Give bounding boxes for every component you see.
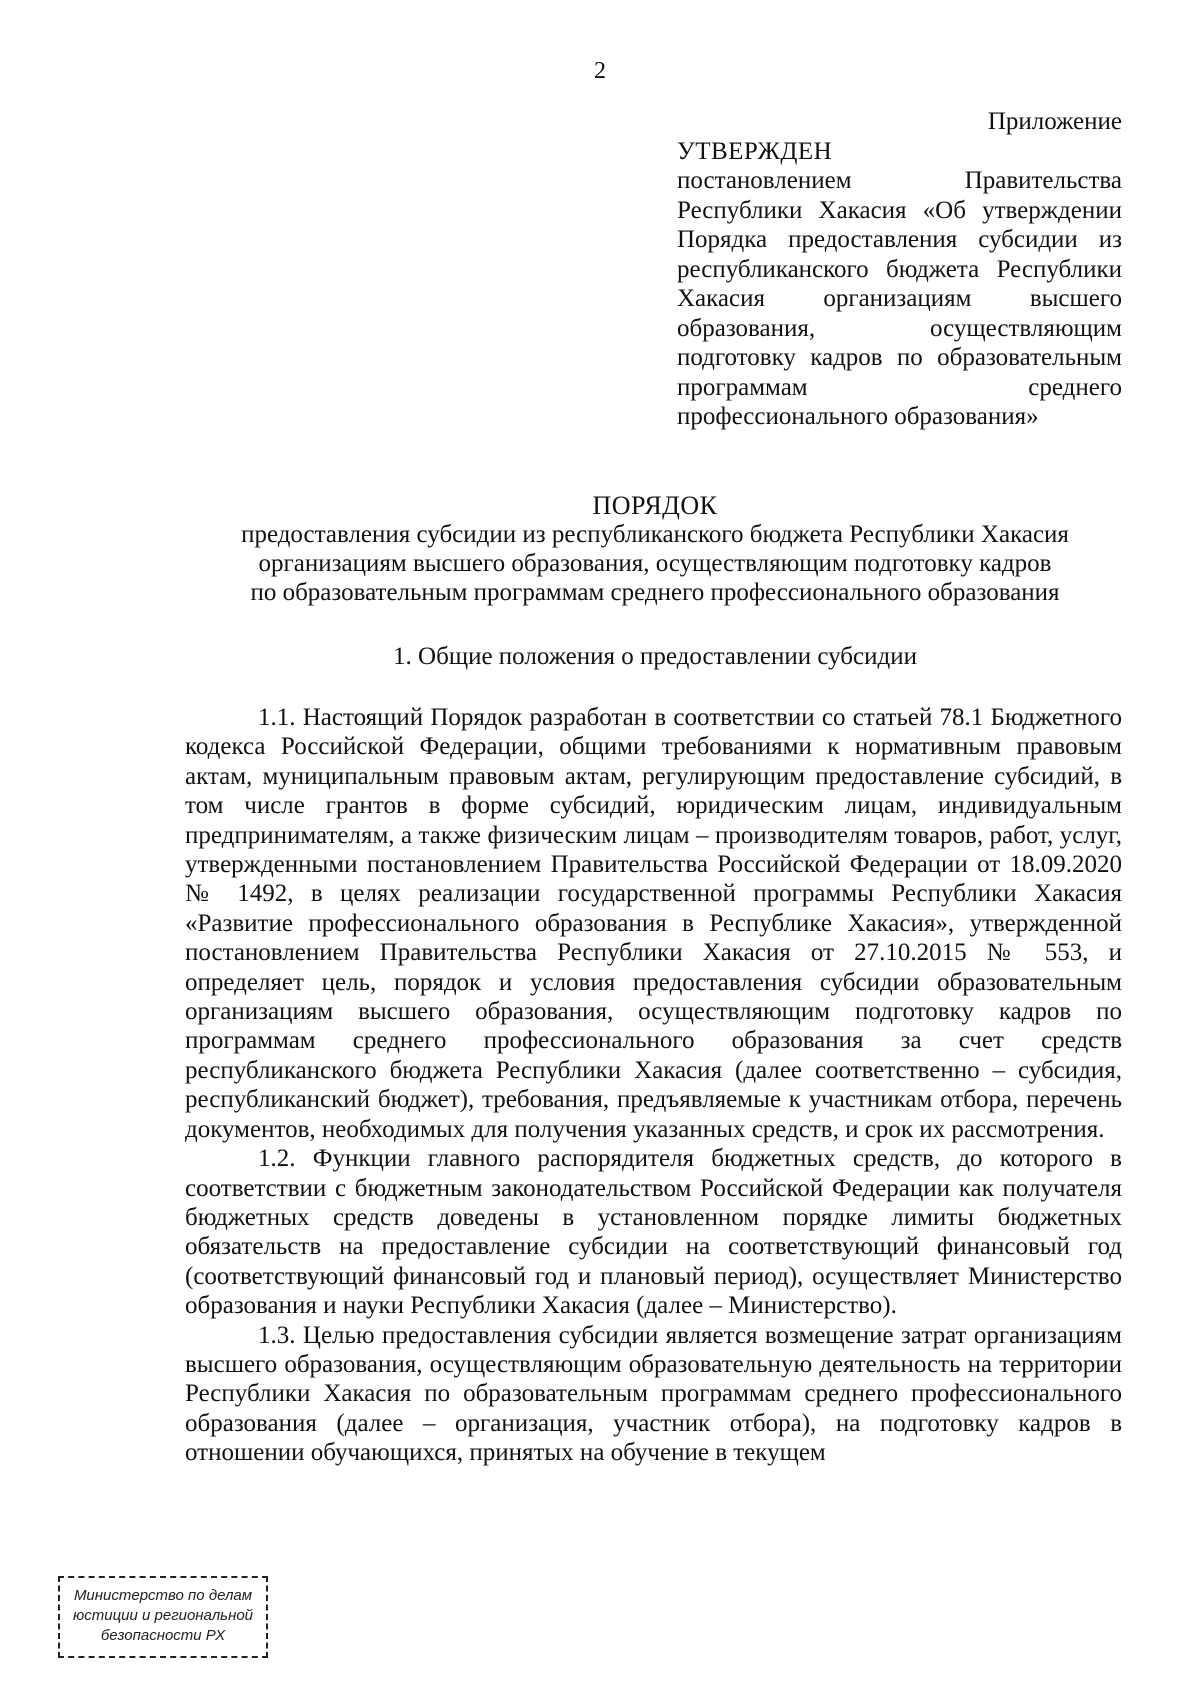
- section-heading: 1. Общие положения о предоставлении субсидии: [393, 643, 917, 670]
- stamp-line: Министерство по делам: [73, 1587, 253, 1604]
- document-subtitle-line: предоставления субсидии из республиканского бюджета Республики Хакасия: [241, 521, 1069, 548]
- approval-text: постановлением Правительства Республики Хакасия «Об утверждении Порядка предоставления субсидии из республиканского бюджета Республики Хакасия организациям высшего образования, осуществляющим подготовку кадров по образовательным программам среднего профессионального образования»: [677, 167, 1122, 430]
- document-subtitle-line: по образовательным программам среднего профессионального образования: [250, 579, 1060, 606]
- registration-stamp: [58, 1576, 268, 1658]
- page-number: 2: [594, 58, 606, 84]
- document-title: ПОРЯДОК: [592, 491, 718, 520]
- paragraph-1-3: 1.3. Целью предоставления субсидии является возмещение затрат организациям высшего образования, осуществляющим образовательную деятельность на территории Республики Хакасия по образовательным программам среднего профессионального образования (далее – организация, участник отбора), на подготовку кадров в отношении обучающихся, принятых на обучение в текущем: [185, 1321, 1122, 1467]
- paragraph-1-2: 1.2. Функции главного распорядителя бюджетных средств, до которого в соответствии с бюджетным законодательством Российской Федерации как получателя бюджетных средств доведены в установленном порядке лимиты бюджетных обязательств на предоставление субсидии на соответствующий финансовый год (соответствующий финансовый год и плановый период), осуществляет Министерство образования и науки Республики Хакасия (далее – Министерство).: [185, 1145, 1122, 1320]
- document-title-block: [185, 491, 1125, 607]
- appendix-label: Приложение: [987, 108, 1122, 135]
- approved-label: УТВЕРЖДЕН: [677, 137, 833, 165]
- stamp-line: юстиции и региональной: [72, 1607, 254, 1624]
- stamp-line: безопасности РХ: [100, 1627, 226, 1644]
- approval-block: [677, 107, 1122, 432]
- paragraph-1-1: 1.1. Настоящий Порядок разработан в соответствии со статьей 78.1 Бюджетного кодекса Российской Федерации, общими требованиями к нормативным правовым актам, муниципальным правовым актам, регулирующим предоставление субсидий, в том числе грантов в форме субсидий, юридическим лицам, индивидуальным предпринимателям, а также физическим лицам – производителям товаров, работ, услуг, утвержденными постановлением Правительства Российской Федерации от 18.09.2020 № 1492, в целях реализации государственной программы Республики Хакасия «Развитие профессионального образования в Республике Хакасия», утвержденной постановлением Правительства Республики Хакасия от 27.10.2015 № 553, и определяет цель, порядок и условия предоставления субсидии образовательным организациям высшего образования, осуществляющим подготовку кадров по программам среднего профессионального образования за счет средств республиканского бюджета Республики Хакасия (далее соответственно – субсидия, республиканский бюджет), требования, предъявляемые к участникам отбора, перечень документов, необходимых для получения указанных средств, и срок их рассмотрения.: [185, 704, 1122, 1143]
- document-subtitle-line: организациям высшего образования, осуществляющим подготовку кадров: [258, 550, 1052, 577]
- body-text: [185, 703, 1122, 1468]
